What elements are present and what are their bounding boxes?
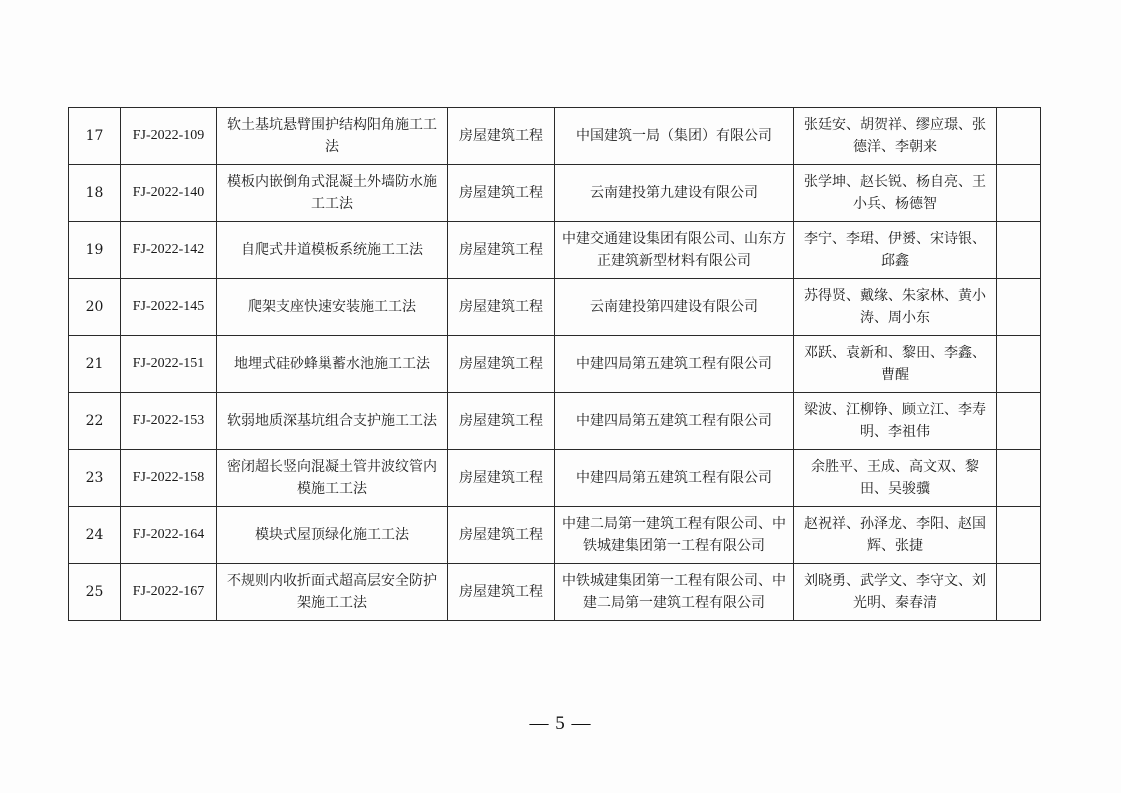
project-code: FJ-2022-151	[121, 336, 217, 393]
table-row	[69, 393, 1041, 450]
row-number: 18	[69, 165, 121, 222]
project-code: FJ-2022-164	[121, 507, 217, 564]
project-code: FJ-2022-167	[121, 564, 217, 621]
main-completers: 张廷安、胡贺祥、缪应璟、张德洋、李朝来	[794, 108, 997, 165]
project-code: FJ-2022-158	[121, 450, 217, 507]
project-code: FJ-2022-142	[121, 222, 217, 279]
remarks-cell	[997, 279, 1041, 336]
completing-unit: 云南建投第四建设有限公司	[555, 279, 794, 336]
main-completers: 张学坤、赵长锐、杨自亮、王小兵、杨德智	[794, 165, 997, 222]
remarks-cell	[997, 222, 1041, 279]
main-completers: 刘晓勇、武学文、李守文、刘光明、秦春清	[794, 564, 997, 621]
method-name: 密闭超长竖向混凝土管井波纹管内模施工工法	[217, 450, 448, 507]
table-row	[69, 165, 1041, 222]
remarks-cell	[997, 450, 1041, 507]
completing-unit: 中建四局第五建筑工程有限公司	[555, 393, 794, 450]
project-category: 房屋建筑工程	[448, 336, 555, 393]
row-number: 24	[69, 507, 121, 564]
remarks-cell	[997, 165, 1041, 222]
table-row	[69, 450, 1041, 507]
main-completers: 邓跃、袁新和、黎田、李鑫、曹醒	[794, 336, 997, 393]
main-completers: 李宁、李珺、伊赟、宋诗银、邱鑫	[794, 222, 997, 279]
project-category: 房屋建筑工程	[448, 222, 555, 279]
row-number: 22	[69, 393, 121, 450]
remarks-cell	[997, 564, 1041, 621]
completing-unit: 云南建投第九建设有限公司	[555, 165, 794, 222]
completing-unit: 中建二局第一建筑工程有限公司、中铁城建集团第一工程有限公司	[555, 507, 794, 564]
row-number: 21	[69, 336, 121, 393]
award-list-table	[68, 107, 1041, 621]
table-row	[69, 222, 1041, 279]
remarks-cell	[997, 507, 1041, 564]
completing-unit: 中建交通建设集团有限公司、山东方正建筑新型材料有限公司	[555, 222, 794, 279]
table-body	[69, 108, 1041, 621]
project-category: 房屋建筑工程	[448, 507, 555, 564]
method-name: 模块式屋顶绿化施工工法	[217, 507, 448, 564]
main-completers: 梁波、江柳铮、顾立江、李寿明、李祖伟	[794, 393, 997, 450]
table-row	[69, 507, 1041, 564]
table-row	[69, 279, 1041, 336]
remarks-cell	[997, 393, 1041, 450]
main-completers: 赵祝祥、孙泽龙、李阳、赵国辉、张捷	[794, 507, 997, 564]
method-name: 地埋式硅砂蜂巢蓄水池施工工法	[217, 336, 448, 393]
project-category: 房屋建筑工程	[448, 165, 555, 222]
method-name: 模板内嵌倒角式混凝土外墙防水施工工法	[217, 165, 448, 222]
project-code: FJ-2022-140	[121, 165, 217, 222]
main-completers: 苏得贤、戴缘、朱家林、黄小涛、周小东	[794, 279, 997, 336]
page-number: — 5 —	[529, 713, 592, 734]
project-code: FJ-2022-153	[121, 393, 217, 450]
project-code: FJ-2022-109	[121, 108, 217, 165]
project-category: 房屋建筑工程	[448, 564, 555, 621]
project-category: 房屋建筑工程	[448, 108, 555, 165]
row-number: 17	[69, 108, 121, 165]
completing-unit: 中建四局第五建筑工程有限公司	[555, 336, 794, 393]
table-row	[69, 336, 1041, 393]
method-name: 不规则内收折面式超高层安全防护架施工工法	[217, 564, 448, 621]
table-row	[69, 564, 1041, 621]
completing-unit: 中建四局第五建筑工程有限公司	[555, 450, 794, 507]
method-name: 软土基坑悬臂围护结构阳角施工工法	[217, 108, 448, 165]
project-category: 房屋建筑工程	[448, 279, 555, 336]
main-completers: 余胜平、王成、高文双、黎田、吴骏骥	[794, 450, 997, 507]
row-number: 25	[69, 564, 121, 621]
completing-unit: 中铁城建集团第一工程有限公司、中建二局第一建筑工程有限公司	[555, 564, 794, 621]
row-number: 20	[69, 279, 121, 336]
completing-unit: 中国建筑一局（集团）有限公司	[555, 108, 794, 165]
project-category: 房屋建筑工程	[448, 393, 555, 450]
method-name: 爬架支座快速安装施工工法	[217, 279, 448, 336]
project-category: 房屋建筑工程	[448, 450, 555, 507]
table-row	[69, 108, 1041, 165]
remarks-cell	[997, 108, 1041, 165]
row-number: 23	[69, 450, 121, 507]
method-name: 自爬式井道模板系统施工工法	[217, 222, 448, 279]
method-name: 软弱地质深基坑组合支护施工工法	[217, 393, 448, 450]
project-code: FJ-2022-145	[121, 279, 217, 336]
remarks-cell	[997, 336, 1041, 393]
row-number: 19	[69, 222, 121, 279]
